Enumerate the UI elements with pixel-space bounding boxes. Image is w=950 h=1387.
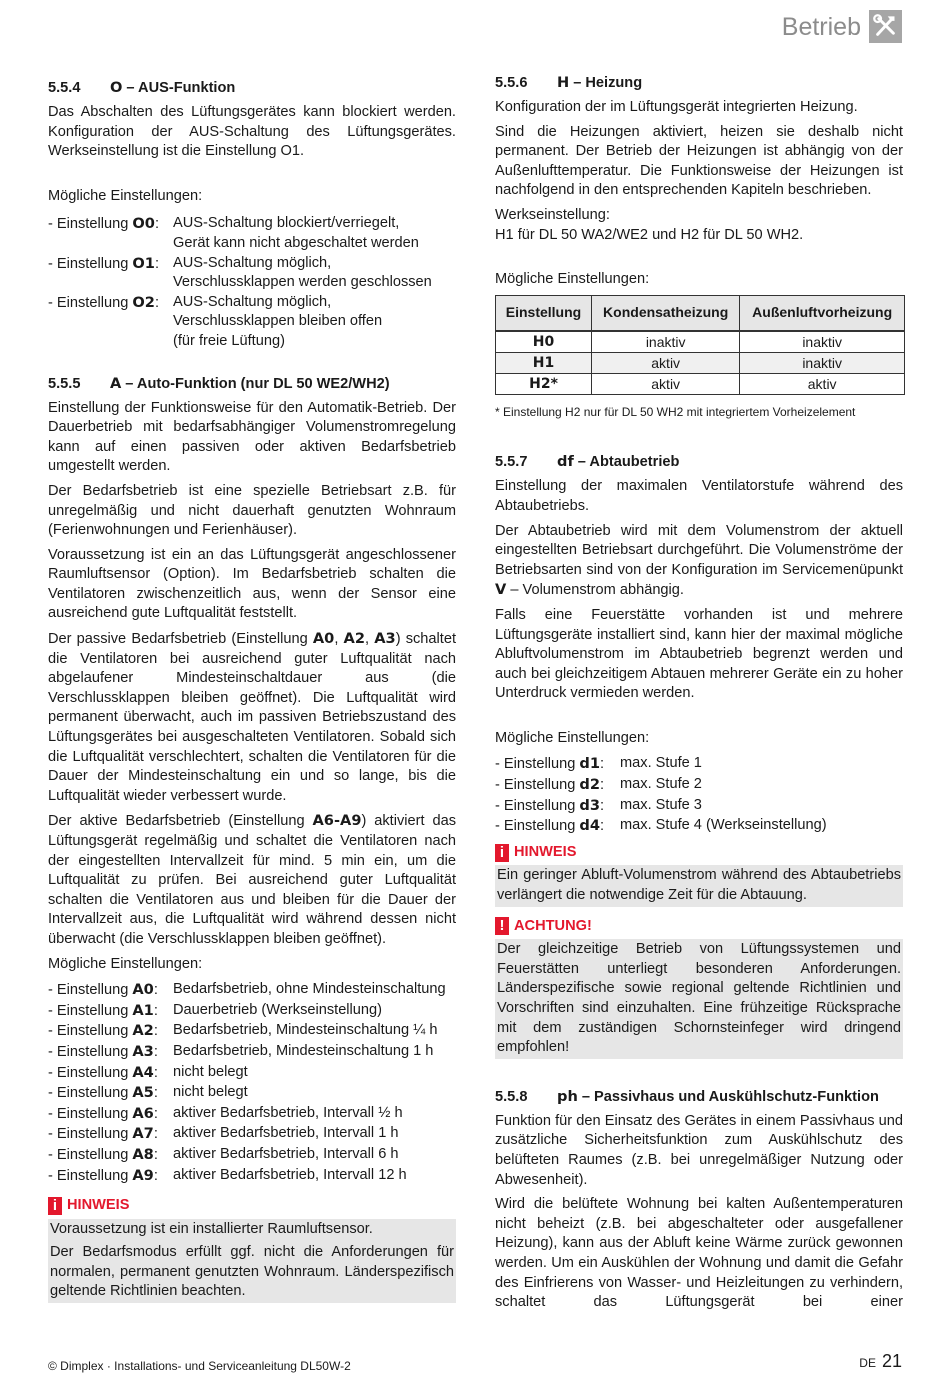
settings-item: - Einstellung A6: aktiver Bedarfsbetrieb, Intervall ½ h [48, 1104, 403, 1122]
settings-item: - Einstellung A3: Bedarfsbetrieb, Mindesteinschaltung 1 h [48, 1042, 434, 1060]
warning-text: Der gleichzeitige Betrieb von Lüftungssystemen und Feuerstätten unterliegt besonderen Anforderungen. Länderspezifische sowie regional geltende Richtlinien und Vorschriften sind einzuhalten. Eine frühzeitige Rücksprache mit dem zuständigen Schornsteinfeger wird dringend empfohlen! [497, 941, 901, 1056]
right-column [495, 73, 903, 1318]
table-row: H1 aktiv inaktiv [496, 352, 905, 373]
paragraph: Funktion für den Einsatz des Gerätes in einem Passivhaus und zusätzliche Sicherheitsfunktion zum Auskühlschutz des belüfteten Raumes (z.B. bei unregelmäßiger Nutzung oder Abwesenheit). [495, 1112, 903, 1188]
settings-item: - Einstellung A9: aktiver Bedarfsbetrieb, Intervall 12 h [48, 1166, 407, 1184]
note-title: HINWEIS [67, 1197, 130, 1214]
paragraph: Voraussetzung ist ein an das Lüftungsgerät angeschlossener Raumluftsensor (Option). Im Bedarfsbetrieb schalten die Ventilatoren zwischenzeitlich aus, wenn der Sensor eine ausreichend gute Luftqualität feststellt. [48, 546, 456, 622]
paragraph: Falls eine Feuerstätte vorhanden ist und mehrere Lüftungsgeräte installiert sind, kann hier der maximal mögliche Abluftvolumenstrom im Abtaubetrieb begrenzt werden und auch bei gleichzeitigem Abtauen mehrerer Geräte ein zu hoher Unterdruck vermieden werden. [495, 606, 903, 702]
paragraph: Konfiguration der im Lüftungsgerät integrierten Heizung. [495, 99, 858, 115]
note-heading [495, 843, 903, 863]
warning-title: ACHTUNG! [514, 917, 592, 934]
paragraph: Einstellung der Funktionsweise für den Automatik-Betrieb. Der Dauerbetrieb mit bedarfsabhängiger Volumenstromregelung kann auf einen passiven oder aktiven Bedarfsbetrieb umgestellt werden. [48, 399, 456, 475]
paragraph: Sind die Heizungen aktiviert, heizen sie deshalb nicht permanent. Der Betrieb der Heizungen ist abhängig von der Außenlufttemperatur. Die Funktionsweise der Heizungen ist nachfolgend in den entsprechenden Kapiteln beschrieben. [495, 123, 903, 199]
page-header [782, 10, 902, 43]
section-5-5-8 [495, 1087, 903, 1313]
settings-item: - Einstellung O1: AUS-Schaltung möglich, Verschlussklappen werden geschlossen [48, 254, 432, 291]
section-5-5-6 [495, 73, 903, 422]
section-title: – Auto-Funktion (nur DL 50 WE2/WH2) [125, 375, 390, 392]
table-row: H0 inaktiv inaktiv [496, 331, 905, 352]
paragraph: Das Abschalten des Lüftungsgerätes kann blockiert werden. Konfiguration der AUS-Schaltung des Lüftungsgerätes. Werkseinstellung ist die Einstellung O1. [48, 104, 456, 160]
info-icon: i [495, 844, 509, 862]
settings-item: - Einstellung d3: max. Stufe 3 [495, 796, 702, 814]
paragraph: Werkseinstellung: H1 für DL 50 WA2/WE2 und H2 für DL 50 WH2. [495, 206, 804, 243]
note-heading [48, 1196, 456, 1216]
section-5-5-4 [48, 78, 456, 352]
section-title: – Abtaubetrieb [577, 454, 680, 471]
tools-icon [869, 10, 902, 43]
settings-item: - Einstellung A7: aktiver Bedarfsbetrieb, Intervall 1 h [48, 1125, 399, 1143]
settings-label: Mögliche Einstellungen: [48, 955, 203, 972]
paragraph: Einstellung der maximalen Ventilatorstufe während des Abtaubetriebs. [495, 478, 903, 514]
table-row: H2* aktiv aktiv [496, 373, 905, 394]
note-text: Voraussetzung ist ein installierter Raumluftsensor. [50, 1220, 373, 1237]
paragraph: Wird die belüftete Wohnung bei kalten Außentemperaturen nicht beheizt (z.B. bei abgeschalteter oder ausgefallener Heizung), kann aus der Abluft keine Wärme zurück gewonnen werden. Um ein Auskühlen der Wohnung und damit die Gefahr des Einfrierens von Wasser- und Heizleitungen zu verhindern, schaltet das Lüftungsgerät bei einer [495, 1196, 903, 1311]
language-code: DE [859, 1356, 876, 1370]
setting-code: ph [557, 1087, 578, 1105]
section-heading [48, 78, 456, 98]
settings-label: Mögliche Einstellungen: [495, 271, 650, 288]
warning-heading [495, 917, 903, 937]
settings-label: Mögliche Einstellungen: [495, 729, 650, 746]
settings-list-o [48, 214, 456, 351]
warning-icon: ! [495, 917, 509, 935]
settings-item: - Einstellung A1: Dauerbetrieb (Werkseinstellung) [48, 1001, 383, 1019]
section-number: 5.5.8 [495, 1088, 528, 1105]
heating-settings-table [495, 295, 905, 395]
settings-item: - Einstellung A5: nicht belegt [48, 1084, 248, 1102]
note-title: HINWEIS [514, 843, 577, 860]
settings-item: - Einstellung d2: max. Stufe 2 [495, 776, 702, 794]
table-header: Außenluftvorheizung [740, 295, 905, 331]
section-heading [495, 1087, 903, 1107]
settings-item: - Einstellung A8: aktiver Bedarfsbetrieb, Intervall 6 h [48, 1145, 399, 1163]
settings-item: - Einstellung d4: max. Stufe 4 (Werkseinstellung) [495, 817, 827, 835]
setting-code: H [557, 74, 570, 91]
section-title: – Passivhaus und Auskühlschutz-Funktion [581, 1088, 879, 1105]
table-header: Einstellung [496, 295, 592, 331]
setting-code: df [557, 453, 574, 471]
settings-item: - Einstellung A4: nicht belegt [48, 1063, 248, 1081]
section-heading [48, 374, 456, 394]
section-5-5-5 [48, 374, 456, 1304]
note-text: Der Bedarfsmodus erfüllt ggf. nicht die Anforderungen für normalen, permanent genutzten Wohnraum. Länderspezifisch geltende Richtlinien beachten. [50, 1244, 454, 1300]
note-text: Ein geringer Abluft-Volumenstrom während des Abtaubetriebs verlängert die notwendige Zeit für die Abtauung. [497, 867, 901, 904]
settings-item: - Einstellung A0: Bedarfsbetrieb, ohne Mindesteinschaltung [48, 981, 446, 999]
footer-copyright: © Dimplex · Installations- und Serviceanleitung DL50W-2 [48, 1359, 351, 1373]
section-title: – Heizung [573, 75, 643, 91]
setting-code: O [110, 79, 123, 96]
section-number: 5.5.4 [48, 80, 81, 96]
setting-code: A [110, 374, 122, 392]
table-footnote: * Einstellung H2 nur für DL 50 WH2 mit integriertem Vorheizelement [495, 404, 856, 419]
section-heading [495, 452, 903, 472]
table-header: Kondensatheizung [592, 295, 740, 331]
footer-page-info [859, 1352, 902, 1374]
section-number: 5.5.5 [48, 375, 81, 392]
section-5-5-7 [495, 452, 903, 1058]
page-number: 21 [881, 1351, 902, 1371]
left-column [48, 78, 456, 1309]
section-number: 5.5.6 [495, 75, 528, 91]
section-heading [495, 73, 903, 93]
settings-item: - Einstellung d1: max. Stufe 1 [495, 755, 702, 773]
section-number: 5.5.7 [495, 454, 528, 471]
note-box [48, 1219, 456, 1303]
paragraph: Der aktive Bedarfsbetrieb (Einstellung A6-A9) aktiviert das Lüftungsgerät regelmäßig und schaltet die Ventilatoren nach der eingestellten Intervallzeit für mind. 5 min ein, um die Luftqualität zu prüfen. Bei ausreichend guter Luftqualität schalten die Ventilatoren aus und bleiben für die Dauer der Intervallzeit aus, die Luftqualität wird während dessen nicht überwacht (die Verschlussklappen bleiben geöffnet). [48, 812, 457, 947]
settings-item: - Einstellung O2: AUS-Schaltung möglich, Verschlussklappen bleiben offen (für freie Lüftung) [48, 293, 383, 349]
note-box [495, 865, 903, 906]
info-icon: i [48, 1197, 62, 1215]
settings-label: Mögliche Einstellungen: [48, 187, 203, 204]
paragraph: Der Abtaubetrieb wird mit dem Volumenstrom der aktuell eingestellten Betriebsart durchgeführt. Die Volumenströme der Betriebsarten sind von der Konfiguration im Servicemenüpunkt V – Volumenstrom abhängig. [495, 522, 903, 599]
settings-list-a [48, 980, 456, 1186]
paragraph: Der Bedarfsbetrieb ist eine spezielle Betriebsart z.B. für unregelmäßig und nicht dauerhaft genutzten Wohnraum (Ferienwohnungen und Ferienhäuser). [48, 482, 456, 539]
chapter-title: Betrieb [781, 12, 861, 41]
settings-item: - Einstellung O0: AUS-Schaltung blockiert/verriegelt, Gerät kann nicht abgeschaltet werden [48, 215, 419, 251]
settings-item: - Einstellung A2: Bedarfsbetrieb, Mindesteinschaltung ¼ h [48, 1022, 438, 1040]
settings-list-d [495, 754, 903, 836]
section-title: – AUS-Funktion [126, 80, 236, 96]
paragraph: Der passive Bedarfsbetrieb (Einstellung A0, A2, A3) schaltet die Ventilatoren bei ausreichend guter Luftqualität nach abgelaufener Mindesteinschaltdauer aus (die Verschlussklappen bleiben geöffnet). Die Luftqualität wird permanent überwacht, auch im passiven Betriebszustand des Lüftungsgerätes bei ausgeschalteten Ventilatoren. Sobald sich die Luftqualität verschlechtert, schalten die Ventilatoren für die Dauer der Mindesteinschaltung ein und so lange, bis die Luftqualität wieder verbessert wurde. [48, 630, 457, 804]
warning-box [495, 939, 903, 1059]
